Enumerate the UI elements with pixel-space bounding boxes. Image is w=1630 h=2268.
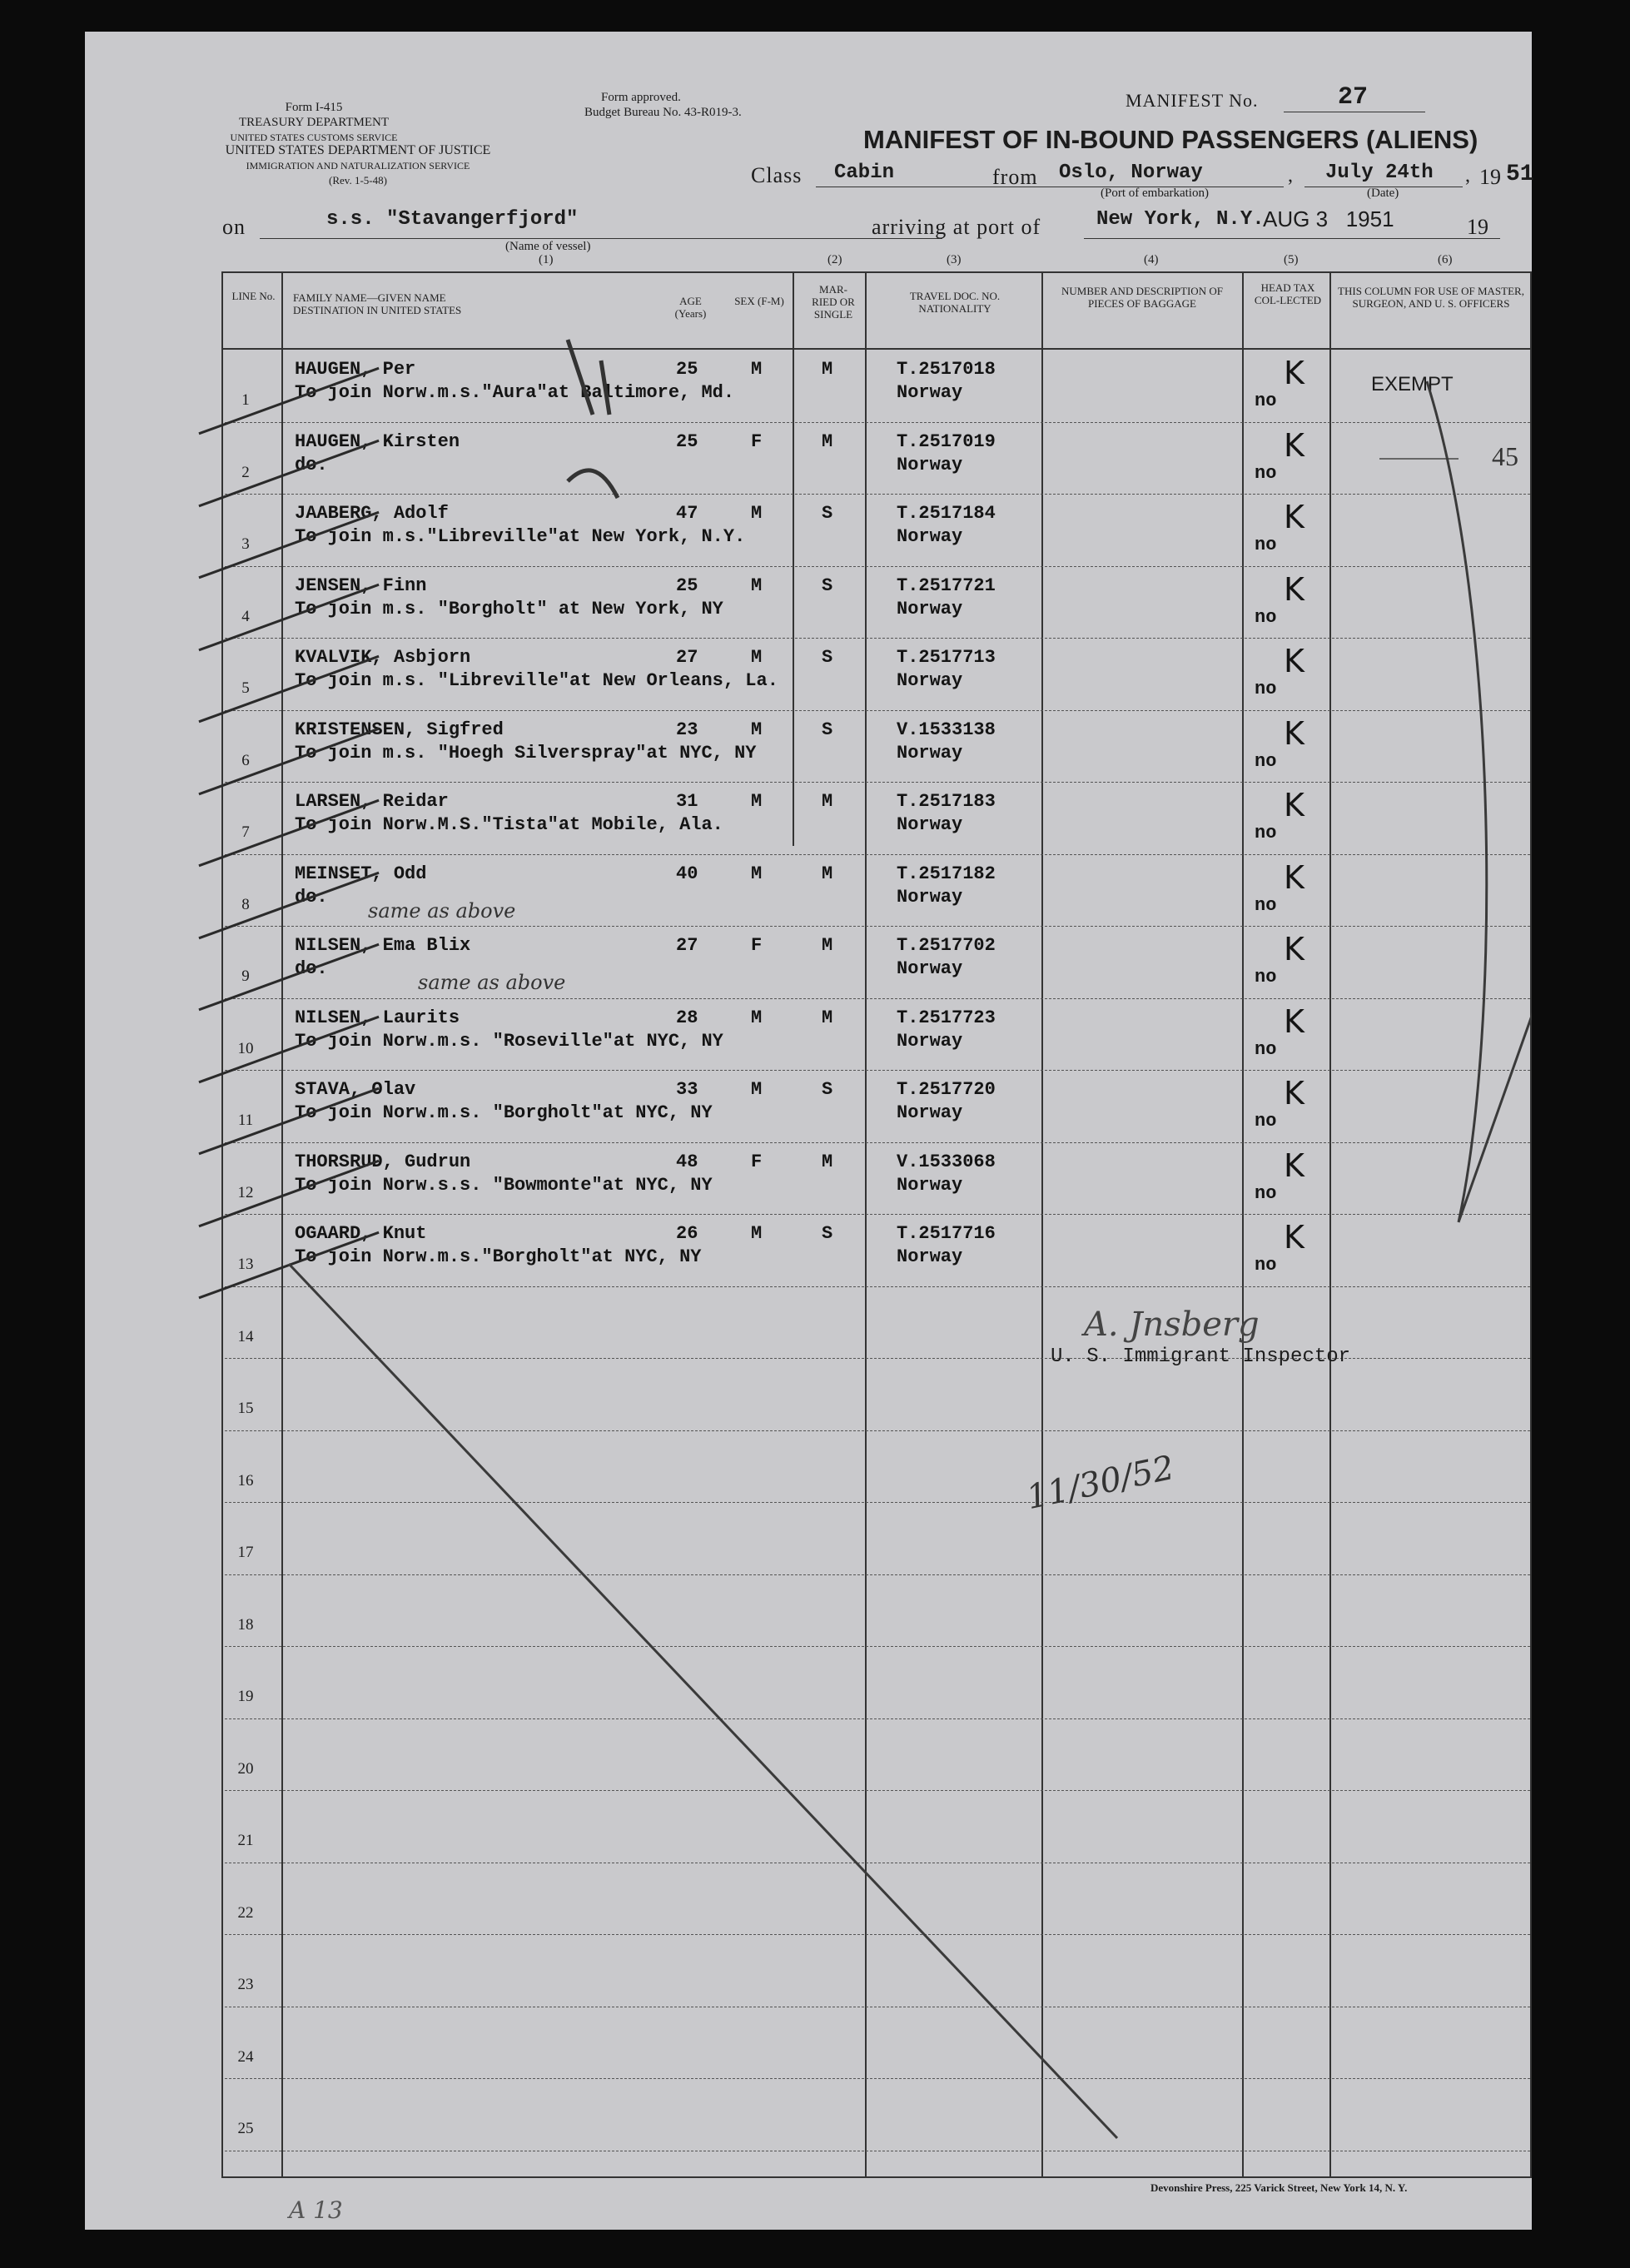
inspection-mark: K <box>1284 714 1304 752</box>
nationality: Norway <box>897 526 963 547</box>
line-number: 20 <box>237 1759 254 1778</box>
nationality: Norway <box>897 1030 963 1052</box>
sex: M <box>751 359 763 380</box>
passenger-name: KVALVIK, Asbjorn <box>295 647 471 668</box>
inspection-mark: K <box>1284 1146 1304 1184</box>
passenger-name: KRISTENSEN, Sigfred <box>295 719 504 740</box>
column-number: (2) <box>827 253 842 266</box>
passenger-name: JENSEN, Finn <box>295 574 427 596</box>
head-tax: no <box>1255 894 1277 916</box>
sex: M <box>751 574 763 596</box>
sex: M <box>751 647 763 668</box>
passenger-name: HAUGEN, Kirsten <box>295 430 460 452</box>
column-number: (6) <box>1438 253 1453 266</box>
header-age: AGE (Years) <box>674 295 707 320</box>
column-number: (4) <box>1144 253 1159 266</box>
marital-status: S <box>822 574 833 596</box>
line-number: 9 <box>241 967 250 985</box>
travel-doc-number: T.2517019 <box>897 430 996 452</box>
printer-footer: Devonshire Press, 225 Varick Street, New York 14, N. Y. <box>1150 2181 1408 2194</box>
line-number: 25 <box>237 2120 254 2137</box>
inspection-mark: K <box>1284 1075 1304 1112</box>
line-number: 23 <box>237 1976 254 1993</box>
travel-doc-number: T.2517018 <box>897 359 996 380</box>
nationality: Norway <box>897 1174 963 1196</box>
header-line-no: LINE No. <box>231 290 276 302</box>
form-approved: Form approved. <box>601 91 681 104</box>
destination: To join m.s. "Libreville"at New Orleans, La. <box>295 670 778 691</box>
same-as-above-note: same as above <box>368 899 516 923</box>
column-number: (3) <box>947 253 962 266</box>
destination: do. <box>295 454 328 475</box>
line-number: 3 <box>241 535 250 553</box>
marital-status: M <box>822 1007 833 1028</box>
vessel-name: s.s. "Stavangerfjord" <box>326 208 579 231</box>
arrival-port: New York, N.Y. <box>1096 208 1265 231</box>
line-number: 24 <box>237 2047 254 2066</box>
marital-status: M <box>822 935 833 956</box>
head-tax: no <box>1255 967 1277 987</box>
manifest-number: 27 <box>1338 83 1369 112</box>
nationality: Norway <box>897 742 963 763</box>
sex: F <box>751 935 763 956</box>
year-prefix: 19 <box>1479 165 1501 189</box>
travel-doc-number: T.2517183 <box>897 791 996 812</box>
line-number: 8 <box>241 895 250 913</box>
passenger-name: THORSRUD, Gudrun <box>295 1151 471 1172</box>
passenger-name: LARSEN, Reidar <box>295 791 449 812</box>
page-title: MANIFEST OF IN-BOUND PASSENGERS (ALIENS) <box>863 125 1478 154</box>
line-number: 7 <box>241 823 250 841</box>
travel-doc-number: T.2517721 <box>897 574 996 596</box>
destination: To join Norw.m.s."Borgholt"at NYC, NY <box>295 1246 702 1267</box>
marital-status: M <box>822 1151 833 1172</box>
year-suffix: 19 <box>1467 215 1488 239</box>
line-number: 17 <box>237 1544 254 1561</box>
sex: F <box>751 1151 763 1172</box>
nationality: Norway <box>897 598 963 619</box>
form-number: Form I-415 <box>285 101 343 114</box>
head-tax: no <box>1255 1111 1277 1132</box>
inspection-mark: K <box>1284 499 1304 535</box>
class-label: Class <box>751 163 803 187</box>
inspection-mark: K <box>1284 787 1304 823</box>
line-number: 16 <box>237 1471 254 1490</box>
bottom-note: A 13 <box>289 2196 343 2224</box>
nationality: Norway <box>897 454 963 475</box>
inspection-mark: K <box>1284 1219 1304 1256</box>
destination: To join Norw.M.S."Tista"at Mobile, Ala. <box>295 814 723 835</box>
inspection-mark: K <box>1284 355 1304 391</box>
inspector-signature: A. Jnsberg <box>1084 1306 1260 1344</box>
line-number: 2 <box>241 463 250 481</box>
age: 28 <box>676 1007 698 1028</box>
passenger-name: JAABERG, Adolf <box>295 503 449 524</box>
travel-doc-number: T.2517702 <box>897 935 996 956</box>
marital-status: M <box>822 791 833 812</box>
line-number: 5 <box>241 679 250 697</box>
destination: To join m.s."Libreville"at New York, N.Y. <box>295 526 746 547</box>
age: 25 <box>676 430 698 452</box>
age: 47 <box>676 503 698 524</box>
destination: To join Norw.m.s. "Roseville"at NYC, NY <box>295 1030 723 1052</box>
passenger-name: NILSEN, Ema Blix <box>295 935 471 956</box>
header-baggage: NUMBER AND DESCRIPTION OF PIECES OF BAGGAGE <box>1061 285 1223 310</box>
passenger-name: MEINSET, Odd <box>295 863 427 884</box>
budget-bureau: Budget Bureau No. 43-R019-3. <box>584 106 742 119</box>
inspection-mark: K <box>1284 643 1304 679</box>
nationality: Norway <box>897 814 963 835</box>
number-45: 45 <box>1492 441 1518 471</box>
line-number: 1 <box>241 391 250 409</box>
header-travel-doc: TRAVEL DOC. NO. NATIONALITY <box>909 290 1001 315</box>
nationality: Norway <box>897 1246 963 1267</box>
inspection-mark: K <box>1284 858 1304 896</box>
head-tax: no <box>1255 823 1277 843</box>
customs-service: UNITED STATES CUSTOMS SERVICE <box>230 132 398 143</box>
line-number: 15 <box>237 1400 254 1417</box>
destination: To join Norw.s.s. "Bowmonte"at NYC, NY <box>295 1174 713 1196</box>
date-annotation: 11/30/52 <box>1023 1448 1178 1518</box>
marital-status: S <box>822 503 833 524</box>
travel-doc-number: T.2517723 <box>897 1007 996 1028</box>
marital-status: M <box>822 430 833 452</box>
inspector-label: U. S. Immigrant Inspector <box>1051 1345 1351 1368</box>
sex: M <box>751 863 763 884</box>
inspection-mark: K <box>1284 570 1304 608</box>
line-number: 12 <box>237 1183 254 1201</box>
inspection-mark: K <box>1284 931 1304 967</box>
manifest-page: Form I-415 TREASURY DEPARTMENT UNITED STATES CUSTOMS SERVICE UNITED STATES DEPARTMENT OF JUSTICE IMMIGRATION AND NATURALIZATION SERVICE (Rev. 1-5-48) Form approved. Budget Bureau No. 43-R019-3. MANIFEST No. 27 MANIFEST OF IN-BOUND PASSENGERS (ALIENS) Class Cabin from Oslo, Norway (Port of embarkation) , July 24th (Date) , 19 51 on s.s. "Stavangerfjord" (Name of vessel) (1) arriving at port of New York, N.Y. AUG 3 1951 19 (2) (3) (4) (5) (6) LINE No. FAMILY NAME—GIVEN NAME DESTINATION IN UNITED STATES AGE (Years) SEX (F-M) MAR-RIED OR SINGLE TRAVEL DOC. NO. NATIONALITY NUMBER AND DESCRIPTION OF PIECES OF BAGGAGE HEAD TAX COL-LECTED THIS COLUMN FOR USE OF MASTER, SURGEON, AND U. S. OFFICERS 1 HAUGEN, Per To join Norw.m.s."Aura"at Baltimore, Md. 25 M M T.2517018 Norway no K 2 HAUGEN, Kirsten do. 25 F M T.2517019 Norway no K 3 JAABERG, Adolf To join m.s."Libreville"at New York, N.Y. 47 M S T.2517184 Norway no K 4 JENSEN, Finn To join m.s. "Borgholt" at New York, NY 25 M S T.2517721 Norway no K 5 KVALVIK, Asbjorn To join m.s. "Libreville"at New Orleans, La. 27 M S T.2517713 Norway no K 6 KRISTENSEN, Sigfred To join m.s. "Hoegh Silverspray"at NYC, NY 23 M S V.1533138 Norway no K 7 LARSEN, Reidar To join Norw.M.S."Tista"at Mobile, Ala. 31 M M T.2517183 Norway no K 8 MEINSET, Odd do. 40 M M T.2517182 Norway no K 9 NILSEN, Ema Blix do. 27 F M T.2517702 Norway no K 10 NILSEN, Laurits To join Norw.m.s. "Roseville"at NYC, NY 28 M M T.2517723 Norway no K 11 STAVA, Olav To join Norw.m.s. "Borgholt"at NYC, NY 33 M S T.2517720 Norway no K 12 THORSRUD, Gudrun To join Norw.s.s. "Bowmonte"at NYC, NY 48 F M V.1533068 Norway no K 13 OGAARD, Knut To join Norw.m.s."Borgholt"at NYC, NY 26 M S T.2517716 Norway no K 14 15 16 17 18 19 20 21 22 23 24 25 EXEMPT 45 same as above same as above U. S. Immigrant Inspector A. Jnsberg 11/30/52 A 13 Devonshire Press, 225 Varick Street, New York 14, N. Y. <box>85 32 1532 2230</box>
age: 26 <box>676 1223 698 1244</box>
inspection-mark: K <box>1284 426 1304 464</box>
sex: M <box>751 1079 763 1100</box>
age: 25 <box>676 359 698 380</box>
destination: To join Norw.m.s."Aura"at Baltimore, Md. <box>295 382 735 403</box>
embarkation-caption: (Port of embarkation) <box>1101 187 1209 200</box>
line-number: 11 <box>237 1112 254 1129</box>
from-label: from <box>992 165 1038 189</box>
marital-status: S <box>822 1223 833 1244</box>
exempt-stamp: EXEMPT <box>1371 373 1454 395</box>
head-tax: no <box>1255 750 1277 772</box>
manifest-number-label: MANIFEST No. <box>1126 90 1259 111</box>
class-value: Cabin <box>834 162 895 184</box>
marital-status: M <box>822 863 833 884</box>
on-label: on <box>222 215 246 239</box>
passenger-name: OGAARD, Knut <box>295 1223 427 1244</box>
inspection-mark: K <box>1284 1002 1304 1040</box>
sex: M <box>751 1223 763 1244</box>
marital-status: S <box>822 647 833 668</box>
head-tax: no <box>1255 606 1277 628</box>
same-as-above-note: same as above <box>418 971 566 994</box>
age: 48 <box>676 1151 698 1172</box>
year-value: 51 <box>1506 162 1534 187</box>
line-number: 18 <box>237 1615 254 1634</box>
ins-service: IMMIGRATION AND NATURALIZATION SERVICE <box>246 160 470 172</box>
line-number: 4 <box>241 607 250 625</box>
header-family-name: FAMILY NAME—GIVEN NAME DESTINATION IN UNITED STATES <box>293 291 462 316</box>
destination: To join m.s. "Borgholt" at New York, NY <box>295 598 723 619</box>
head-tax: no <box>1255 1182 1277 1204</box>
destination: do. <box>295 886 328 908</box>
header-sex: SEX (F-M) <box>734 295 784 307</box>
header-officers: THIS COLUMN FOR USE OF MASTER, SURGEON, AND U. S. OFFICERS <box>1338 285 1524 310</box>
nationality: Norway <box>897 886 963 908</box>
sex: M <box>751 719 763 740</box>
marital-status: S <box>822 1079 833 1100</box>
passenger-name: HAUGEN, Per <box>295 359 416 380</box>
line-number: 6 <box>241 751 250 769</box>
treasury-department: TREASURY DEPARTMENT <box>238 116 390 129</box>
travel-doc-number: V.1533068 <box>897 1151 996 1172</box>
revision: (Rev. 1-5-48) <box>329 174 387 187</box>
head-tax: no <box>1255 535 1277 555</box>
destination: do. <box>295 958 328 979</box>
travel-doc-number: T.2517713 <box>897 647 996 668</box>
age: 40 <box>676 863 698 884</box>
destination: To join m.s. "Hoegh Silverspray"at NYC, NY <box>295 742 757 763</box>
header-head-tax: HEAD TAX COL-LECTED <box>1254 281 1322 306</box>
age: 25 <box>676 574 698 596</box>
head-tax: no <box>1255 462 1277 484</box>
line-number: 21 <box>237 1832 254 1849</box>
age: 31 <box>676 791 698 812</box>
nationality: Norway <box>897 670 963 691</box>
cancel-stroke <box>289 1264 1117 2138</box>
travel-doc-number: V.1533138 <box>897 719 996 740</box>
sex: M <box>751 791 763 812</box>
head-tax: no <box>1255 390 1277 411</box>
head-tax: no <box>1255 1038 1277 1060</box>
nationality: Norway <box>897 382 963 403</box>
marital-status: S <box>822 719 833 740</box>
bracket-stroke <box>1427 381 1532 1222</box>
sex: M <box>751 503 763 524</box>
age: 23 <box>676 719 698 740</box>
sex: M <box>751 1007 763 1028</box>
check-stroke <box>568 340 618 498</box>
travel-doc-number: T.2517182 <box>897 863 996 884</box>
destination: To join Norw.m.s. "Borgholt"at NYC, NY <box>295 1102 713 1123</box>
port-of-embarkation: Oslo, Norway <box>1059 162 1203 184</box>
line-number: 14 <box>237 1327 254 1345</box>
travel-doc-number: T.2517716 <box>897 1223 996 1244</box>
line-number: 22 <box>237 1903 254 1922</box>
marital-status: M <box>822 359 833 380</box>
departure-date: July 24th <box>1325 162 1434 184</box>
column-number: (5) <box>1284 253 1299 266</box>
sex: F <box>751 430 763 452</box>
head-tax: no <box>1255 1255 1277 1276</box>
age: 27 <box>676 935 698 956</box>
date-caption: (Date) <box>1367 187 1399 200</box>
travel-doc-number: T.2517720 <box>897 1079 996 1100</box>
arrival-stamp: AUG 3 1951 <box>1263 206 1394 231</box>
header-married: MAR-RIED OR SINGLE <box>812 283 855 321</box>
head-tax: no <box>1255 679 1277 699</box>
passenger-name: STAVA, Olav <box>295 1079 416 1100</box>
travel-doc-number: T.2517184 <box>897 503 996 524</box>
age: 27 <box>676 647 698 668</box>
vessel-column-number: (1) <box>539 253 554 266</box>
line-number: 19 <box>237 1688 254 1705</box>
arriving-label: arriving at port of <box>872 215 1041 239</box>
age: 33 <box>676 1079 698 1100</box>
nationality: Norway <box>897 958 963 979</box>
passenger-name: NILSEN, Laurits <box>295 1007 460 1028</box>
justice-department: UNITED STATES DEPARTMENT OF JUSTICE <box>225 143 491 157</box>
nationality: Norway <box>897 1102 963 1123</box>
line-number: 10 <box>237 1039 254 1057</box>
pencil-marks <box>85 32 1532 2230</box>
vessel-caption: (Name of vessel) <box>505 240 591 253</box>
line-number: 13 <box>237 1256 254 1273</box>
